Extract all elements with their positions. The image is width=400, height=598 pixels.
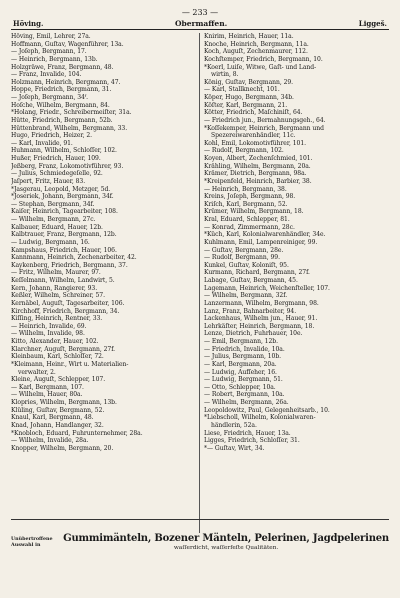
ad-subline: waſſerdicht, waſſerfeſte Qualitäten. — [173, 544, 279, 551]
directory-entry: Huhmann, Wilhelm, Schloſſer, 102. — [11, 147, 117, 155]
directory-entry: *Jasgerau, Leopold, Metzger, 5d. — [11, 185, 111, 193]
directory-entry: — Julius, Bergmann, 10b. — [204, 353, 282, 361]
directory-columns — [11, 33, 389, 533]
directory-entry: Köper, Hugo, Bergmann, 34b. — [204, 94, 294, 101]
directory-entry: *— Guſtav, Wirt, 34. — [204, 444, 265, 452]
directory-entry: Knaul, Karl, Bergmann, 48. — [11, 414, 94, 422]
directory-entry: Kaiſer, Heinrich, Tagearbeiter, 108. — [11, 208, 118, 216]
directory-entry: Kohl, Emil, Lokomotivführer, 101. — [204, 139, 307, 147]
header-right: Liggeš. — [358, 19, 387, 28]
directory-entry: Ligges, Friedrich, Schloſſer, 31. — [204, 437, 300, 445]
directory-entry: Kötter, Friedrich, Maſchiniſt, 64. — [204, 109, 303, 117]
directory-entry: Keſſelmann, Wilhelm, Landwirt, 5. — [11, 277, 115, 284]
directory-entry: Leopoldowitz, Paul, Gelegenheitsarb., 10. — [204, 406, 330, 414]
directory-entry: Keßler, Wilhelm, Schreiner, 57. — [11, 292, 105, 300]
directory-entry: *Kleimann, Heinr., Wirt u. Materialien- — [11, 360, 129, 368]
directory-entry: Krümer, Wilhelm, Bergmann, 18. — [204, 208, 304, 216]
header-center: Obermaffen. — [174, 19, 228, 28]
directory-entry: Hoffmann, Guſtav, Wagenführer, 13a. — [11, 40, 124, 48]
directory-entry: Knoche, Heinrich, Bergmann, 11a. — [204, 40, 309, 48]
directory-entry: Hoppe, Friedrich, Bergmann, 31. — [11, 86, 112, 94]
directory-entry: Spezereiwarenhändler, 11c. — [211, 132, 296, 140]
advertisement — [11, 519, 389, 562]
directory-entry: — Julius, Schmiedegeſelle, 92. — [11, 170, 103, 178]
directory-entry: Kriſch, Karl, Bergmann, 52. — [204, 200, 288, 208]
directory-entry: Lanzermann, Wilhelm, Bergmann, 98. — [204, 299, 319, 307]
directory-entry: — Wilhelm, Hauer, 80a. — [11, 391, 83, 399]
directory-entry: Hußer, Friedrich, Hauer, 109. — [11, 155, 101, 162]
directory-entry: — Ludwig, Bergmann, 51. — [204, 376, 283, 384]
directory-entry: Köſter, Karl, Bergmann, 21. — [204, 101, 288, 109]
directory-entry: — Joſeph, Bergmann, 17. — [11, 48, 87, 56]
directory-entry: — Karl, Bergmann, 20a. — [204, 360, 277, 368]
directory-entry: Kral, Eduard, Schlepper, 81. — [204, 216, 290, 223]
directory-entry: — Karl, Bergmann, 107. — [11, 383, 84, 391]
directory-entry: Kalbtrauer, Franz, Bergmann, 12b. — [11, 231, 117, 239]
directory-entry: — Heinrich, Bergmann, 38. — [204, 185, 287, 193]
directory-entry: Krämer, Dietrich, Bergmann, 98a. — [204, 170, 307, 178]
directory-entry: — Rudolf, Bergmann, 102. — [204, 147, 284, 155]
directory-entry: Knad, Johann, Handlanger, 32. — [11, 421, 104, 429]
directory-entry: — Robert, Bergmann, 10a. — [204, 391, 285, 399]
directory-entry: Lanz, Franz, Bahnarbeiter, 94. — [204, 307, 297, 315]
ad-body — [63, 533, 389, 552]
column-divider — [199, 33, 200, 533]
directory-entry: — Stephan, Bergmann, 34f. — [11, 200, 95, 208]
directory-entry: *Koſſekemper, Heinrich, Bergmann und — [204, 124, 324, 132]
directory-entry: Kalbauer, Eduard, Hauer, 12b. — [11, 223, 103, 231]
directory-entry: *Holang, Friedr., Schreibermeiſter, 31a. — [11, 109, 132, 117]
directory-entry: Jaſpert, Fritz, Hauer, 83. — [11, 177, 86, 185]
directory-entry: Kannmann, Heinrich, Zechenarbeiter, 42. — [11, 254, 137, 262]
left-column — [11, 33, 196, 533]
directory-entry: — Heinrich, Invalide, 69. — [11, 322, 87, 330]
directory-entry: — Otto, Schlepper, 10a. — [204, 383, 276, 391]
directory-entry: *Knobloch, Eduard, Fuhrunternehmer, 28a. — [11, 429, 143, 437]
directory-entry: Holzgräwe, Franz, Bergmann, 48. — [11, 63, 114, 71]
directory-entry: — Ludwig, Bergmann, 16. — [11, 238, 90, 246]
directory-entry: Kleinbaum, Karl, Schloſſer, 72. — [11, 353, 104, 361]
directory-entry: Klarchner, Auguſt, Bergmann, 27f. — [11, 345, 116, 353]
header-left: Höving. — [13, 19, 44, 28]
directory-entry: Kaykenberg, Friedrich, Bergmann, 37. — [11, 261, 128, 269]
directory-entry: Kern, Johann, Rangierer, 93. — [11, 284, 98, 292]
directory-entry: Lagemann, Heinrich, Weichenſteller, 107. — [204, 284, 330, 292]
directory-entry: Kreins, Joſeph, Bergmann, 98. — [204, 193, 296, 201]
directory-entry: Kunkel, Guſtav, Koloniſt, 95. — [204, 261, 289, 269]
directory-entry: Holzmann, Heinrich, Bergmann, 47. — [11, 78, 121, 86]
directory-entry: — Rudolf, Bergmann, 99. — [204, 254, 280, 262]
directory-entry: — Karl, Invalide, 91. — [11, 139, 73, 147]
directory-entry: — Wilhelm, Invalide, 98. — [11, 330, 85, 338]
directory-entry: *Joseriek, Johann, Bergmann, 34f. — [11, 193, 114, 201]
directory-entry: *Koerl, Luiſe, Witwe, Gaſt- und Land- — [204, 63, 317, 71]
directory-entry: Labage, Guſtav, Bergmann, 45. — [204, 277, 298, 284]
directory-entry: Koch, Auguſt, Zechenmaurer, 112. — [204, 48, 308, 56]
right-column — [204, 33, 389, 533]
directory-entry: Hugo, Friedrich, Heizer, 2. — [11, 132, 92, 140]
directory-entry: — Emil, Bergmann, 12b. — [204, 338, 278, 345]
directory-entry: — Wilhelm, Bergmann, 32f. — [204, 292, 288, 300]
directory-entry: Kuhlmann, Emil, Lampenreiniger, 99. — [204, 238, 318, 246]
directory-entry: — Konrad, Zimmermann, 28c. — [204, 223, 295, 231]
header-rule — [11, 29, 389, 30]
directory-entry: Kirchhoff, Friedrich, Bergmann, 34. — [11, 307, 120, 315]
directory-entry: — Joſeph, Bergmann, 34ᶠ. — [11, 94, 88, 101]
page-number: — 233 — — [181, 8, 219, 17]
ad-headline: Gummimänteln, Bozener Mänteln, Pelerinen, Jagdpelerinen — [63, 532, 389, 544]
directory-entry: *Kreipenfeld, Heinrich, Barbier, 38. — [204, 177, 312, 185]
directory-entry: Jeßberg, Franz, Lokomotivführer, 93. — [11, 162, 124, 170]
directory-entry: — Friedrich jun., Bermahnungsgeh., 64. — [204, 116, 326, 124]
directory-entry: — Fritz, Wilhelm, Maurer, 97. — [11, 269, 101, 277]
directory-entry: Knirim, Heinrich, Hauer, 11a. — [204, 33, 294, 40]
directory-entry: — Guſtav, Bergmann, 28e. — [204, 246, 284, 254]
directory-entry: Kampshaus, Friedrich, Hauer, 106. — [11, 246, 117, 254]
directory-entry: Knopper, Wilhelm, Bergmann, 20. — [11, 444, 114, 452]
directory-entry: — Heinrich, Bergmann, 13b. — [11, 55, 98, 63]
directory-entry: Höving, Emil, Lehrer, 27a. — [11, 33, 91, 40]
directory-entry: Lehrkäſter, Heinrich, Bergmann, 18. — [204, 322, 315, 330]
directory-entry: — Franz, Invalide, 104. — [11, 71, 82, 79]
directory-entry: Hoſche, Wilhelm, Bergmann, 84. — [11, 101, 110, 109]
directory-entry: wirtin, 8. — [211, 71, 239, 79]
directory-entry: — Ludwig, Aufſeher, 16. — [204, 368, 277, 376]
directory-entry: Kochſtemper, Friedrich, Bergmann, 10. — [204, 55, 323, 63]
directory-entry: Krähling, Wilhelm, Bergmann, 20a. — [204, 162, 311, 170]
directory-entry: — Wilhelm, Invalide, 28a. — [11, 437, 89, 445]
directory-entry: Kleine, Auguſt, Schlepper, 107. — [11, 376, 106, 384]
directory-entry: Hütte, Friedrich, Bergmann, 52b. — [11, 116, 113, 124]
directory-entry: Kernäbel, Auguſt, Tagesarbeiter, 106. — [11, 299, 125, 307]
directory-entry: Kurmann, Richard, Bergmann, 27f. — [204, 269, 310, 277]
directory-entry: händlerin, 52a. — [211, 421, 257, 429]
directory-entry: — Wilhelm, Bergmann, 27c. — [11, 216, 96, 223]
directory-entry: Lackenhaus, Wilhelm jun., Hauer, 91. — [204, 315, 318, 323]
directory-entry: Lenze, Dietrich, Fuhrhauer, 10e. — [204, 330, 303, 338]
directory-entry: Klopries, Wilhelm, Bergmann, 13b. — [11, 399, 117, 406]
directory-entry: — Friedrich, Invalide, 10a. — [204, 345, 285, 353]
directory-entry: verwalter, 2. — [18, 368, 56, 376]
directory-entry: *Liebscholl, Wilhelm, Kolonialwaren- — [204, 414, 316, 422]
directory-entry: Koyen, Albert, Zechenſchmied, 101. — [204, 155, 313, 162]
directory-entry: Liese, Friedrich, Hauer, 13a. — [204, 429, 291, 437]
directory-entry: Hüttenbrand, Wilhelm, Bergmann, 33. — [11, 124, 128, 132]
directory-entry: — Wilhelm, Bergmann, 26a. — [204, 399, 289, 406]
directory-entry: Kitto, Alexander, Hauer, 102. — [11, 338, 99, 345]
directory-entry: König, Guſtav, Bergmann, 29. — [204, 78, 294, 86]
directory-entry: *Küch, Karl, Kolonialwarenhändler, 34e. — [204, 231, 326, 239]
running-header — [11, 19, 389, 28]
directory-entry: — Karl, Stallknecht, 101. — [204, 86, 280, 94]
directory-entry: Kiſſing, Heinrich, Rentner, 33. — [11, 315, 103, 323]
directory-entry: Klüling, Guſtav, Bergmann, 52. — [11, 406, 105, 414]
ad-intro: Unübertroffene Auswahl in — [11, 536, 53, 548]
